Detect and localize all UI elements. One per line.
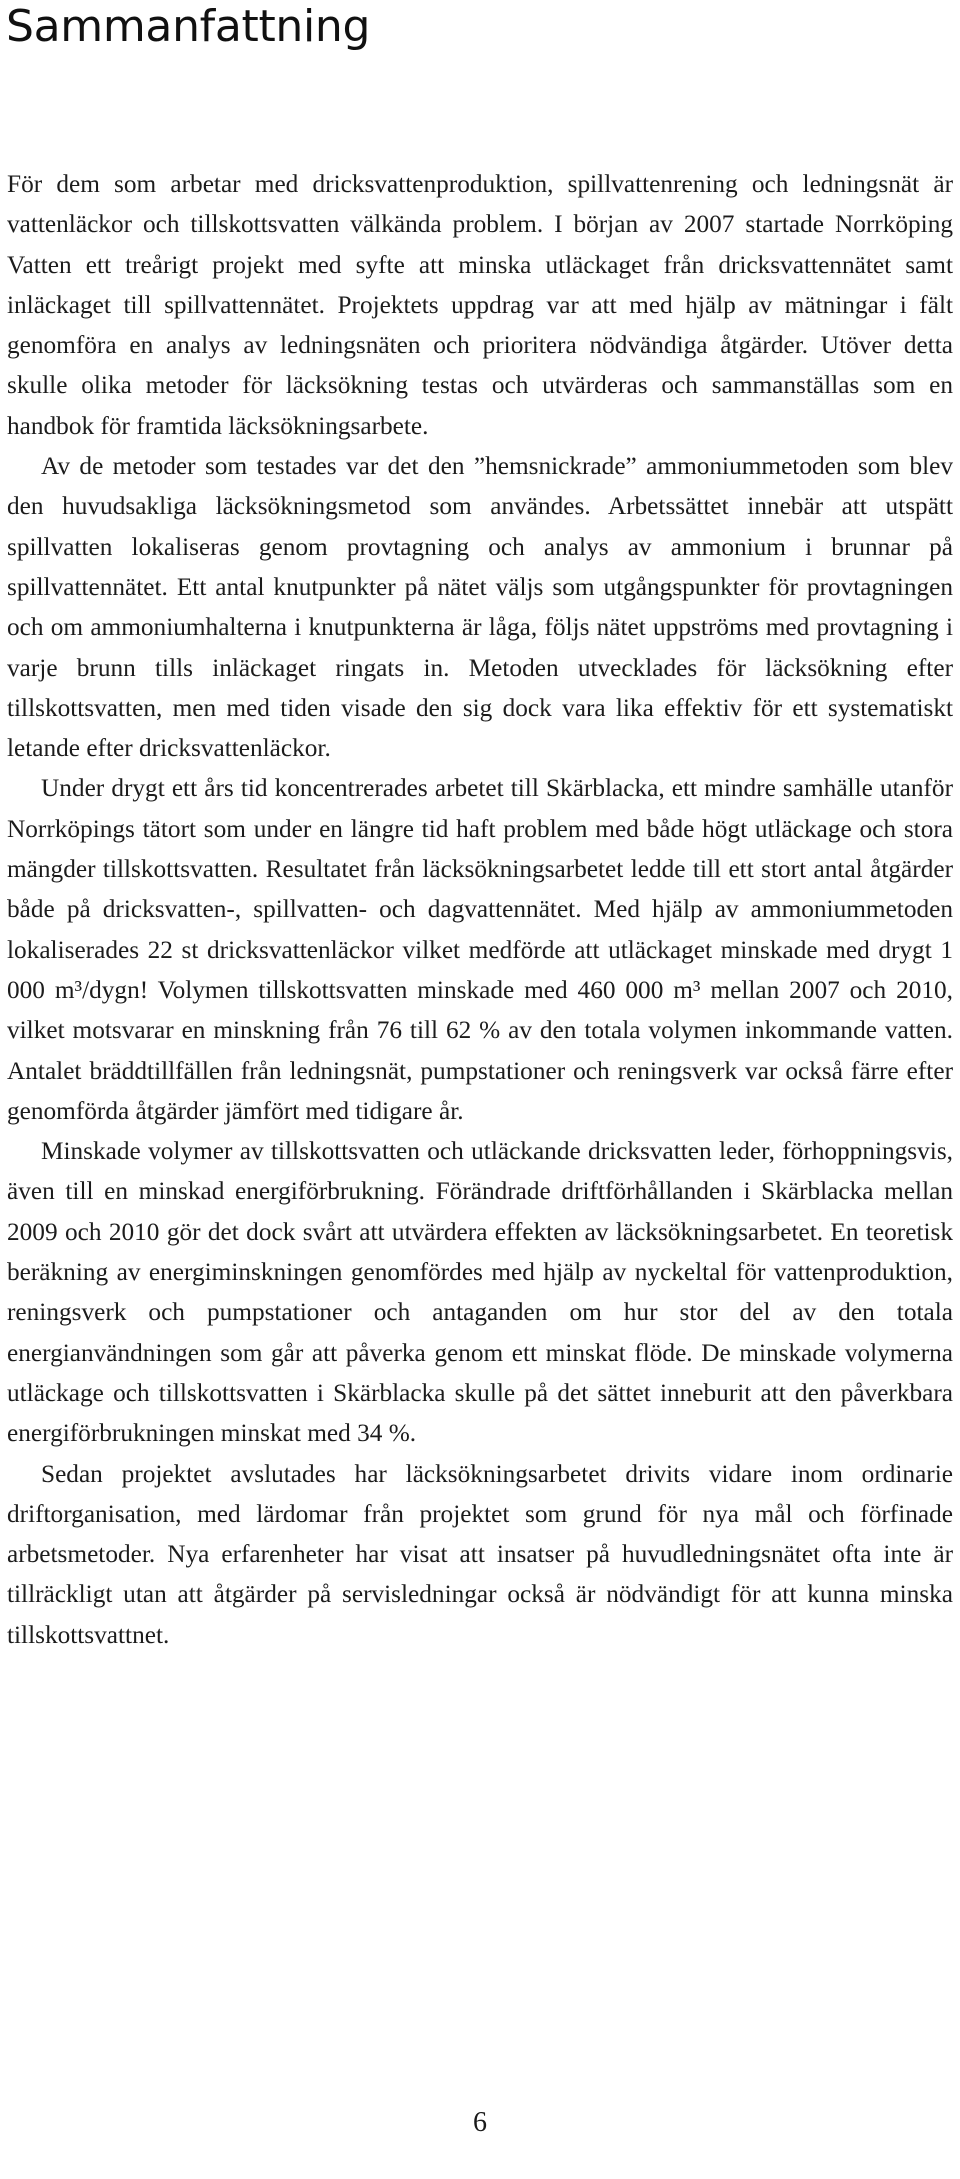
paragraph-intro: För dem som arbetar med dricksvattenproduktion, spillvattenrening och ledningsnät är vattenläckor och tillskottsvatten välkända problem. I början av 2007 startade Norrköping Vatten ett treårigt projekt med syfte att minska utläckaget från dricksvattennätet samt inläckaget till spillvattennätet. Projektets uppdrag var att med hjälp av mätningar i fält genomföra en analys av ledningsnäten och prioritera nödvändiga åtgärder. Utöver detta skulle olika metoder för läcksökning testas och utvärderas och sammanställas som en handbok för framtida läcksökningsarbete. bbox=[7, 170, 953, 440]
page-title: Sammanfattning bbox=[6, 1, 371, 52]
paragraph-ammonium-method: Av de metoder som testades var det den ”hemsnickrade” ammoniummetoden som blev den huvudsakliga läcksökningsmetod som användes. Arbetssättet innebär att utspätt spillvatten lokaliseras genom provtagning och analys av ammonium i brunnar på spillvattennätet. Ett antal knutpunkter på nätet väljs som utgångspunkter för provtagningen och om ammoniumhalterna i knutpunkterna är låga, följs nätet uppströms med provtagning i varje brunn tills inläckaget ringats in. Metoden utvecklades för läcksökning efter tillskottsvatten, men med tiden visade den sig dock vara lika effektiv för ett systematiskt letande efter dricksvattenläckor. bbox=[7, 452, 953, 763]
paragraph-skarblacka-results: Under drygt ett års tid koncentrerades arbetet till Skärblacka, ett mindre samhälle utanför Norrköpings tätort som under en längre tid haft problem med både högt utläckage och stora mängder tillskottsvatten. Resultatet från läcksökningsarbetet ledde till ett stort antal åtgärder både på dricksvatten-, spillvatten- och dagvattennätet. Med hjälp av ammoniummetoden lokaliserades 22 st dricksvattenläckor vilket medförde att utläckaget minskade med drygt 1 000 m³/dygn! Volymen tillskottsvatten minskade med 460 000 m³ mellan 2007 och 2010, vilket motsvarar en minskning från 76 till 62 % av den totala volymen inkommande vatten. Antalet bräddtillfällen från ledningsnät, pumpstationer och reningsverk var också färre efter genomförda åtgärder jämfört med tidigare år. bbox=[7, 774, 953, 1125]
paragraph-continuation: Sedan projektet avslutades har läcksökningsarbetet drivits vidare inom ordinarie driftorganisation, med lärdomar från projektet som grund för nya mål och förfinade arbetsmetoder. Nya erfarenheter har visat att insatser på huvudledningsnätet ofta inte är tillräckligt utan att åtgärder på servisledningar också är nödvändigt för att kunna minska tillskottsvattnet. bbox=[7, 1459, 953, 1649]
paragraph-energy: Minskade volymer av tillskottsvatten och utläckande dricksvatten leder, förhoppningsvis, även till en minskad energiförbrukning. Förändrade driftförhållanden i Skärblacka mellan 2009 och 2010 gör det dock svårt att utvärdera effekten av läcksökningsarbetet. En teoretisk beräkning av energiminskningen genomfördes med hjälp av nyckeltal för vattenproduktion, reningsverk och pumpstationer och antaganden om hur stor del av den totala energianvändningen som går att påverka genom ett minskat flöde. De minskade volymerna utläckage och tillskottsvatten i Skärblacka skulle på det sättet inneburit att den påverkbara energiförbrukningen minskat med 34 %. bbox=[7, 1137, 953, 1448]
page-number: 6 bbox=[473, 2107, 487, 2138]
summary-body bbox=[7, 164, 953, 1655]
